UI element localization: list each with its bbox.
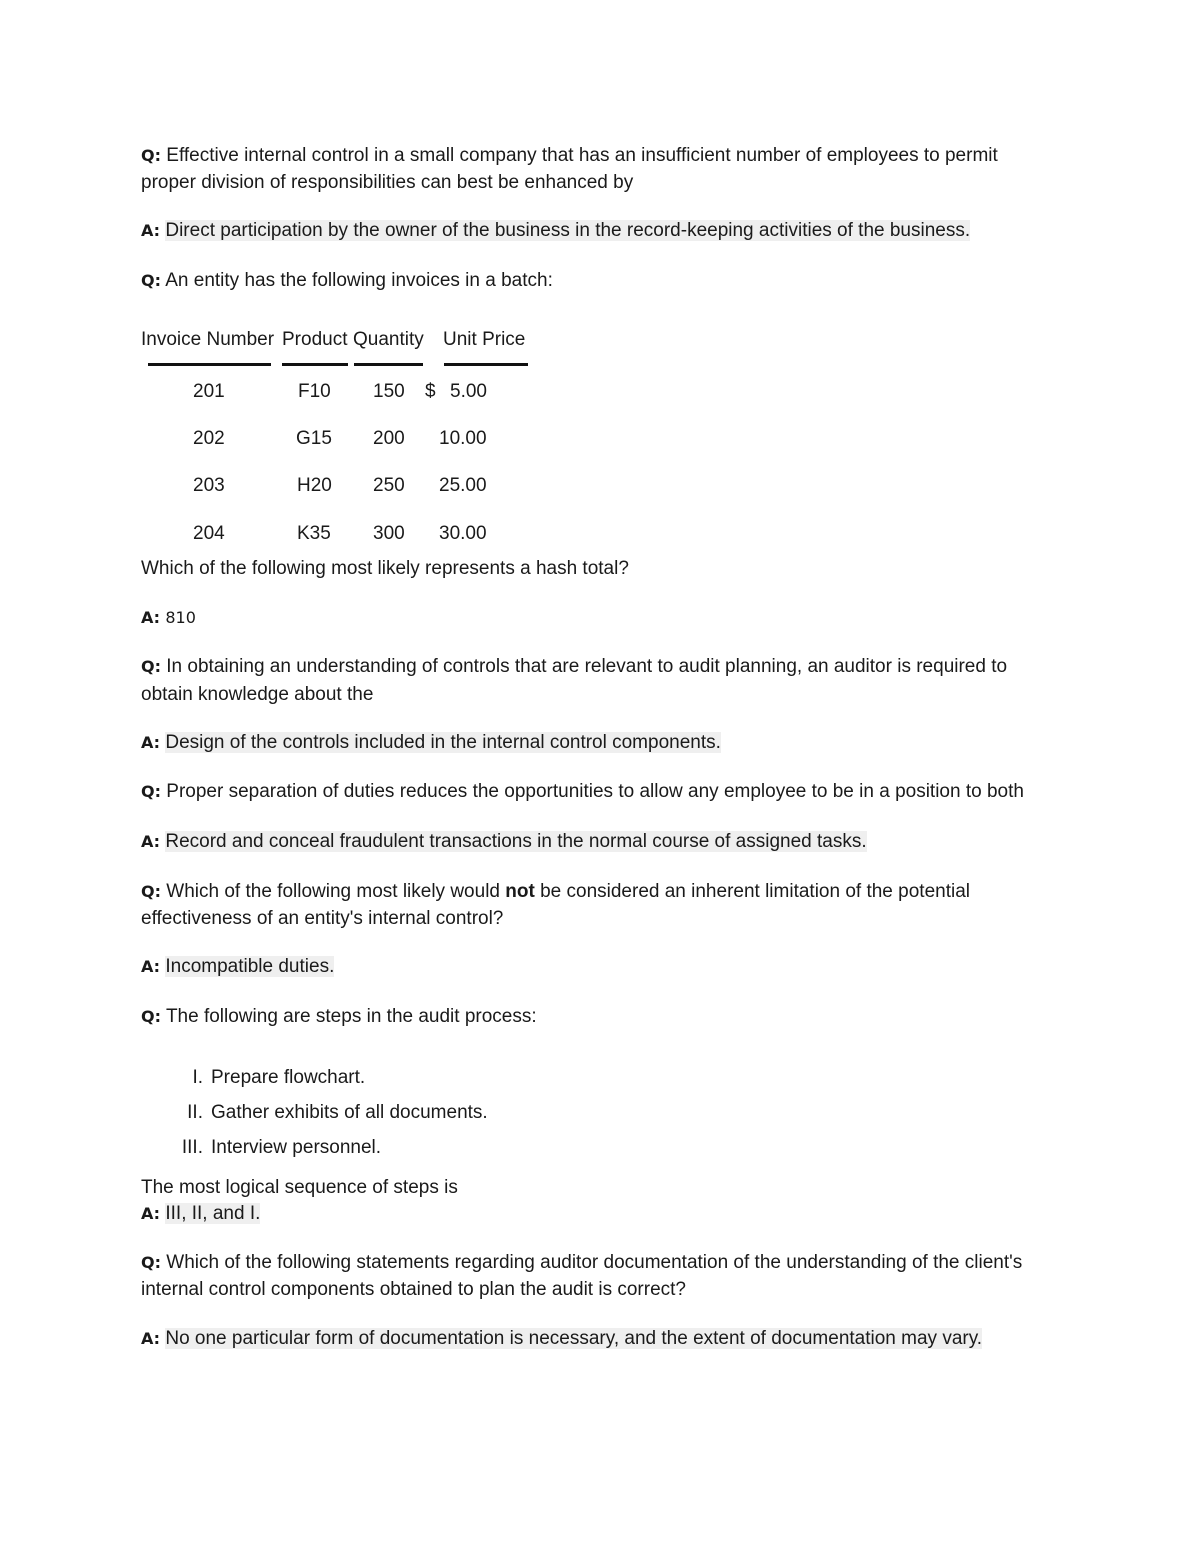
cell-unit-price: 5.00 [450, 381, 487, 402]
answer-label: A: [141, 832, 161, 851]
cell-quantity: 150 [373, 381, 405, 402]
cell-product: G15 [296, 428, 332, 449]
step-text: Prepare flowchart. [211, 1067, 366, 1088]
question-7-text: Which of the following statements regarding auditor documentation of the understanding of the client's [166, 1252, 1023, 1273]
question-5-text-pre: Which of the following most likely would [166, 881, 506, 902]
cell-currency: $ [425, 381, 436, 402]
cell-product: F10 [298, 381, 331, 402]
header-underline [148, 363, 271, 366]
question-5-line-1 [141, 879, 970, 905]
question-7-line-2: internal control components obtained to plan the audit is correct? [141, 1279, 686, 1300]
question-6-followup: The most logical sequence of steps is [141, 1177, 458, 1198]
cell-quantity: 300 [373, 523, 405, 544]
question-label: Q: [141, 782, 161, 801]
step-number: III. [181, 1137, 203, 1158]
question-4 [141, 779, 1024, 805]
header-underline [354, 363, 423, 366]
step-number: I. [192, 1067, 203, 1088]
header-unit-price: Unit Price [443, 329, 526, 350]
answer-3-text: Design of the controls included in the internal control components. [165, 732, 721, 753]
header-underline [282, 363, 348, 366]
question-7-line-1 [141, 1250, 1022, 1276]
question-3-text: In obtaining an understanding of controls that are relevant to audit planning, an auditor is required to [166, 656, 1008, 677]
question-label: Q: [141, 1253, 161, 1272]
answer-4 [141, 829, 867, 855]
question-6 [141, 1004, 537, 1030]
answer-4-text: Record and conceal fraudulent transactions in the normal course of assigned tasks. [165, 831, 867, 852]
answer-5-text: Incompatible duties. [165, 956, 335, 977]
cell-unit-price: 30.00 [439, 523, 487, 544]
question-4-text: Proper separation of duties reduces the opportunities to allow any employee to be in a position to both [166, 781, 1024, 802]
question-1-text: Effective internal control in a small company that has an insufficient number of employees to permit [166, 145, 998, 166]
question-1-line-2: proper division of responsibilities can best be enhanced by [141, 172, 634, 193]
answer-6 [141, 1201, 260, 1227]
answer-7 [141, 1326, 982, 1352]
step-text: Gather exhibits of all documents. [211, 1102, 488, 1123]
answer-7-text: No one particular form of documentation is necessary, and the extent of documentation may vary. [165, 1328, 983, 1349]
question-6-text: The following are steps in the audit process: [165, 1006, 537, 1027]
answer-label: A: [141, 957, 161, 976]
cell-quantity: 250 [373, 475, 405, 496]
answer-label: A: [141, 221, 161, 240]
cell-invoice: 203 [193, 475, 225, 496]
question-5-text-post: be considered an inherent limitation of the potential [534, 881, 970, 902]
cell-invoice: 201 [193, 381, 225, 402]
cell-quantity: 200 [373, 428, 405, 449]
question-label: Q: [141, 1007, 161, 1026]
question-3-line-1 [141, 654, 1007, 680]
cell-invoice: 204 [193, 523, 225, 544]
step-number: II. [187, 1102, 203, 1123]
step-text: Interview personnel. [211, 1137, 382, 1158]
question-2 [141, 268, 553, 294]
question-3-line-2: obtain knowledge about the [141, 684, 374, 705]
question-label: Q: [141, 146, 161, 165]
answer-6-text: III, II, and I. [165, 1203, 261, 1224]
question-5-line-2: effectiveness of an entity's internal control? [141, 908, 504, 929]
question-5-emphasis: not [505, 881, 535, 902]
header-quantity: Quantity [353, 329, 424, 350]
cell-invoice: 202 [193, 428, 225, 449]
answer-1-text: Direct participation by the owner of the business in the record-keeping activities of the business. [165, 220, 971, 241]
question-2-text: An entity has the following invoices in a batch: [165, 270, 553, 291]
cell-product: H20 [297, 475, 332, 496]
answer-label: A: [141, 1329, 161, 1348]
answer-label: A: [141, 1204, 161, 1223]
question-2-followup: Which of the following most likely represents a hash total? [141, 558, 629, 579]
answer-label: A: [141, 733, 161, 752]
header-invoice-number: Invoice Number [141, 329, 275, 350]
answer-2-text: 810 [165, 608, 196, 627]
question-1-line-1 [141, 143, 998, 169]
header-underline [444, 363, 528, 366]
question-label: Q: [141, 271, 161, 290]
answer-label: A: [141, 608, 161, 627]
answer-2 [141, 605, 196, 631]
answer-1 [141, 218, 970, 244]
question-label: Q: [141, 882, 161, 901]
header-product: Product [282, 329, 348, 350]
answer-3 [141, 730, 721, 756]
cell-unit-price: 25.00 [439, 475, 487, 496]
cell-unit-price: 10.00 [439, 428, 487, 449]
answer-5 [141, 954, 334, 980]
question-label: Q: [141, 657, 161, 676]
cell-product: K35 [297, 523, 331, 544]
